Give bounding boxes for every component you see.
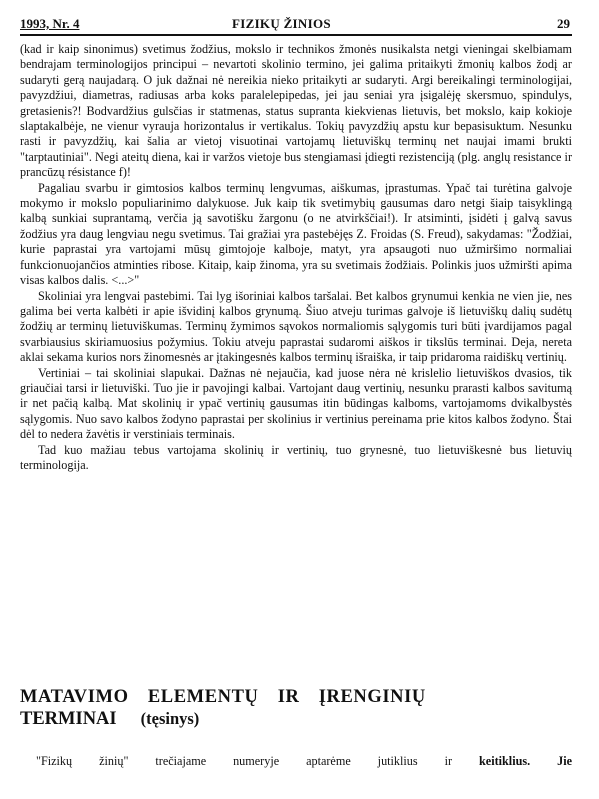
page-number: 29 (557, 16, 570, 31)
continued-label: (tęsinys) (140, 709, 200, 728)
paragraph: Pagaliau svarbu ir gimtosios kalbos terminų lengvumas, aiškumas, įprastumas. Ypač tai turėtina galvoje mokymo ir mokslo populiarinimo dalykuose. Juk kaip tik svetimybių gausumas daro netgi šiaip taisyklingą kalbą sunkiai suprantamą, verčia ją savotišku žargonu (o ne atvirkščiai!). Ir atsiminti, įsidėti į galvą savus žodžius yra daug lengviau negu svetimus. Tai gražiai yra pastebėjęs Z. Froidas (S. Freud), sakydamas: "Žodžiai, kurie paprastai yra vartojami mūsų gimtojoje kalboje, matyt, yra apsaugoti nuo užmiršimo normaliai funkcionuojančios atminties ribose. Kitaip, kaip žinoma, yra su svetimais žodžiais. Polinkis juos užmiršti apima visas kalbos dalis. <...>" (20, 180, 572, 288)
header-rule (20, 34, 572, 36)
section-title-line1: MATAVIMO ELEMENTŲ IR ĮRENGINIŲ (20, 687, 426, 707)
section-title-line2 (20, 708, 572, 730)
closing-paragraph-bold: keitiklius. Jie (479, 754, 573, 768)
article-body (20, 42, 572, 473)
paragraph: (kad ir kaip sinonimus) svetimus žodžius, mokslo ir technikos žmonės nusikalsta netgi vieningai skelbiamam bendrajam terminologijos principui – nevartoti skolinio termino, jei galima pritaikyti žmonių kalbos žodį ar sudaryti gerą naujadarą. O juk dažnai nė nereikia nieko pritaikyti ar sudaryti. Argi bereikalingi terminologijai, pavyzdžiui, diametras, radiusas arba koks paralelepipedas, jei jau seniai yra įsigalėję skersmuo, spindulys, gretasienis?! Bodvardžius gulsčias ir statmenas, status supranta kiekvienas lietuvis, bet mokslo, kaip kokioje slaptakalbėje, ne vienur vyrauja horizontalus ir vertikalus. Tokių pavyzdžių apstu kur bepasisuktum. Nesunku rasti ir pavyzdžių, kai šalia ar vietoj visuotinai vartojamų lietuviškų terminų net naujai imami brukti "tarptautiniai". Negi ateitų diena, kai ir varžos vietoje bus stengiamasi įdiegti rezistenciją (plg. anglų resistance ir prancūzų résistance f)! (20, 42, 572, 180)
section-title-word: TERMINAI (20, 709, 117, 729)
page-header (20, 12, 570, 36)
section-heading (20, 686, 572, 730)
issue-number: 1993, Nr. 4 (20, 16, 80, 31)
paragraph: Tad kuo mažiau tebus vartojama skolinių ir vertinių, tuo grynesnė, tuo lietuviškesnė bus lietuvių terminologija. (20, 442, 572, 472)
paragraph: Vertiniai – tai skoliniai slapukai. Dažnas nė nejaučia, kad juose nėra nė krislelio lietuviškos dvasios, tik griaučiai tarsi ir lietuviški. Tuo jie ir pavojingi kalbai. Vartojant daug vertinių, nesunku prarasti kalbos savitumą ir net pačią kalbą. Mat skolinių ir ypač vertinių gausumas itin būdingas kalboms, vartojamoms dvikalbystės sąlygomis. Nuo savo kalbos žodyno paprastai per skolinius ir vertinius pereinama prie kitos kalbos žodyno. Štai dėl to nedera žavėtis ir verstiniais terminais. (20, 365, 572, 442)
closing-paragraph-lead: "Fizikų žinių" trečiajame numeryje aptarėme jutiklius ir (36, 754, 453, 768)
paragraph: Skoliniai yra lengvai pastebimi. Tai lyg išoriniai kalbos taršalai. Bet kalbos grynumui kenkia ne vien jie, nes galima bei verta kalbėti ir apie išvidinį kalbos grynumą. Šiuo atveju turimas galvoje iš lietuviškų dalių sudėtų žodžių ar terminų lietuviškumas. Terminų žymimos sąvokos normaliomis sąlygomis turi būti įvardijamos pagal svarbiausius skiriamuosius požymius. Tokiu atveju paprastai sudaromi aiškos ir tikslūs terminai. Deja, nereta aklai sekama kurios nors žinomesnės ar įtakingesnės kalbos terminų išraiška, ir taip pridaroma raidiškų vertinių. (20, 288, 572, 365)
closing-paragraph (36, 754, 572, 769)
journal-title: FIZIKŲ ŽINIOS (232, 16, 331, 31)
